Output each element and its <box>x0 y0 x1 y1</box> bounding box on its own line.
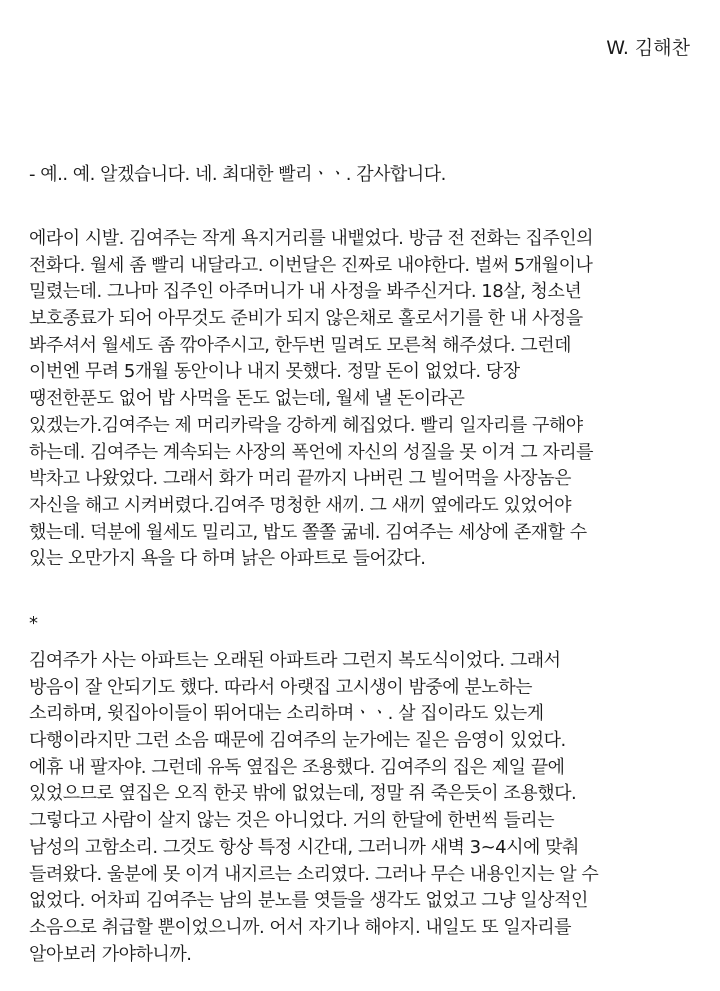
paragraph-line: 있는 오만가지 욕을 다 하며 낡은 아파트로 들어갔다. <box>29 548 426 570</box>
paragraph-line: 남성의 고함소리. 그것도 항상 특정 시간대, 그러니까 새벽 3~4시에 맞춰 <box>29 836 579 858</box>
paragraph-line: 보호종료가 되어 아무것도 준비가 되지 않은채로 홀로서기를 한 내 사정을 <box>29 308 583 330</box>
paragraph-line: 들려왔다. 울분에 못 이겨 내지르는 소리였다. 그러나 무슨 내용인지는 알 수 <box>29 863 599 885</box>
paragraph-line: 밀렸는데. 그나마 집주인 아주머니가 내 사정을 봐주신거다. 18살, 청소년 <box>29 281 582 303</box>
paragraph-line: 소음으로 취급할 뿐이었으니까. 어서 자기나 해야지. 내일도 또 일자리를 <box>29 916 571 938</box>
paragraph-line: 다행이라지만 그런 소음 때문에 김여주의 눈가에는 짙은 음영이 있었다. <box>29 730 566 752</box>
paragraph-2 <box>29 648 699 968</box>
dialogue-line <box>29 162 699 189</box>
paragraph-line: 알아보러 가야하니까. <box>29 943 192 965</box>
paragraph-line: 에라이 시발. 김여주는 작게 욕지거리를 내뱉었다. 방금 전 전화는 집주인의 <box>29 228 594 249</box>
paragraph-line: 자신을 해고 시켜버렸다.김여주 멍청한 새끼. 그 새끼 옆에라도 있었어야 <box>29 494 571 516</box>
section-separator: * <box>29 613 38 634</box>
dialogue-text: - 예.. 예. 알겠습니다. 네. 최대한 빨리ㆍㆍ. 감사합니다. <box>29 164 446 185</box>
author-credit: W. 김해찬 <box>606 37 690 59</box>
paragraph-line: 김여주가 사는 아파트는 오래된 아파트라 그런지 복도식이었다. 그래서 <box>29 650 561 671</box>
paragraph-line: 봐주셔서 월세도 좀 깎아주시고, 한두번 밀려도 모른척 해주셨다. 그런데 <box>29 334 571 356</box>
paragraph-line: 없었다. 어차피 김여주는 남의 분노를 엿들을 생각도 없었고 그냥 일상적인 <box>29 890 588 912</box>
paragraph-line: 에휴 내 팔자야. 그런데 유독 옆집은 조용했다. 김여주의 집은 제일 끝에 <box>29 756 565 778</box>
paragraph-line: 그렇다고 사람이 살지 않는 것은 아니었다. 거의 한달에 한번씩 들리는 <box>29 810 555 832</box>
paragraph-line: 땡전한푼도 없어 밥 사먹을 돈도 없는데, 월세 낼 돈이라곤 <box>29 388 465 410</box>
paragraph-line: 있었으므로 옆집은 오직 한곳 밖에 없었는데, 정말 쥐 죽은듯이 조용했다. <box>29 783 577 805</box>
paragraph-1 <box>29 226 699 573</box>
paragraph-line: 있겠는가.김여주는 제 머리카락을 강하게 헤집었다. 빨리 일자리를 구해야 <box>29 414 583 436</box>
paragraph-line: 하는데. 김여주는 계속되는 사장의 폭언에 자신의 성질을 못 이겨 그 자리를 <box>29 441 594 463</box>
paragraph-line: 소리하며, 윗집아이들이 뛰어대는 소리하며ㆍㆍ. 살 집이라도 있는게 <box>29 703 544 725</box>
paragraph-line: 이번엔 무려 5개월 동안이나 내지 못했다. 정말 돈이 없었다. 당장 <box>29 361 520 383</box>
paragraph-line: 박차고 나왔었다. 그래서 화가 머리 끝까지 나버린 그 빌어먹을 사장놈은 <box>29 468 571 490</box>
paragraph-line: 전화다. 월세 좀 빨리 내달라고. 이번달은 진짜로 내야한다. 벌써 5개월이나 <box>29 254 593 276</box>
paragraph-line: 방음이 잘 안되기도 했다. 따라서 아랫집 고시생이 밤중에 분노하는 <box>29 676 532 698</box>
paragraph-line: 했는데. 덕분에 월세도 밀리고, 밥도 쫄쫄 굶네. 김여주는 세상에 존재할 수 <box>29 521 587 543</box>
